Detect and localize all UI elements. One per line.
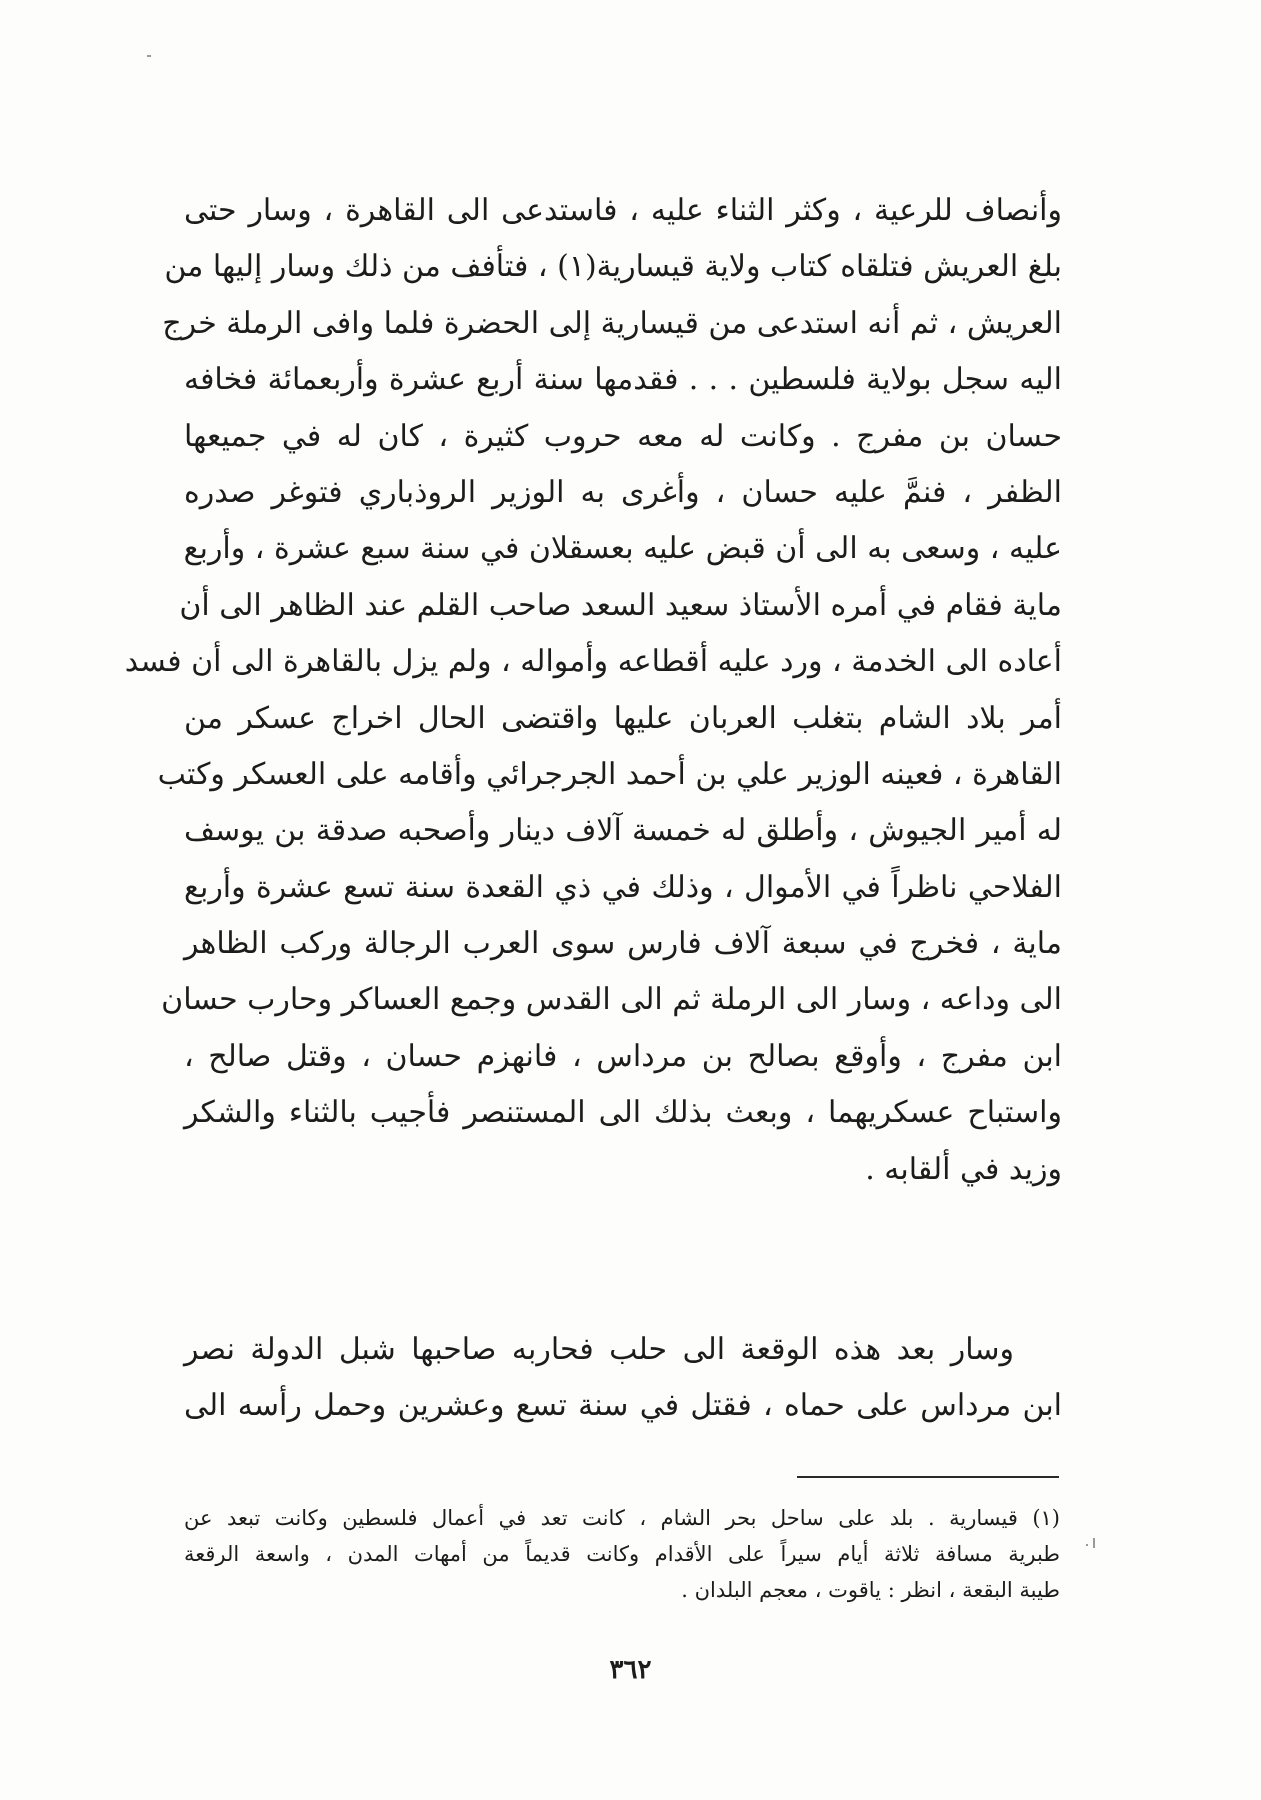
text-line: حسان بن مفرج . وكانت له معه حروب كثيرة ، كان له في جميعها (184, 418, 1062, 454)
text-line: ابن مفرج ، وأوقع بصالح بن مرداس ، فانهزم حسان ، وقتل صالح ، (184, 1038, 1062, 1074)
text-line: ماية ، فخرج في سبعة آلاف فارس سوى العرب الرجالة وركب الظاهر (184, 926, 1062, 962)
text-line: القاهرة ، فعينه الوزير علي بن أحمد الجرجرائي وأقامه على العسكر وكتب (157, 756, 1062, 792)
text-line: وأنصاف للرعية ، وكثر الثناء عليه ، فاستدعى الى القاهرة ، وسار حتى (184, 193, 1062, 228)
scan-speck (147, 55, 151, 57)
text-line: ابن مرداس على حماه ، فقتل في سنة تسع وعشرين وحمل رأسه الى (184, 1388, 1062, 1424)
paragraph-2 (184, 1322, 1062, 1435)
footnote (184, 1500, 1060, 1608)
scan-speck (1093, 1538, 1095, 1548)
text-line: أعاده الى الخدمة ، ورد عليه أقطاعه وأمواله ، ولم يزل بالقاهرة الى أن فسد (124, 644, 1062, 680)
text-line: العريش ، ثم أنه استدعى من قيسارية إلى الحضرة فلما وافى الرملة خرج (162, 305, 1062, 341)
text-line: واستباح عسكريهما ، وبعث بذلك الى المستنصر فأجيب بالثناء والشكر (184, 1095, 1062, 1131)
text-line: وسار بعد هذه الوقعة الى حلب فحاربه صاحبها شبل الدولة نصر (184, 1332, 1014, 1367)
footnote-line: طيبة البقعة ، انظر : ياقوت ، معجم البلدان . (681, 1578, 1060, 1602)
text-line: له أمير الجيوش ، وأطلق له خمسة آلاف دينار وأصحبه صدقة بن يوسف (184, 813, 1062, 849)
text-line: بلغ العريش فتلقاه كتاب ولاية قيسارية(١) ، فتأفف من ذلك وسار إليها من (164, 249, 1062, 285)
text-line: الظفر ، فنمَّ عليه حسان ، وأغرى به الوزير الروذباري فتوغر صدره (184, 474, 1062, 510)
footnote-line: طبرية مسافة ثلاثة أيام سيراً على الأقدام وكانت قديماً من أمهات المدن ، واسعة الرقعة (184, 1542, 1060, 1566)
scan-speck (1086, 1544, 1088, 1546)
text-line: أمر بلاد الشام بتغلب العربان عليها واقتضى الحال اخراج عسكر من (184, 700, 1062, 736)
text-line: عليه ، وسعى به الى أن قبض عليه بعسقلان في سنة سبع عشرة ، وأربع (183, 531, 1062, 567)
text-line: اليه سجل بولاية فلسطين . . . فقدمها سنة أربع عشرة وأربعمائة فخافه (184, 362, 1062, 398)
footnote-line: (١) قيسارية . بلد على ساحل بحر الشام ، كانت تعد في أعمال فلسطين وكانت تبعد عن (184, 1506, 1060, 1530)
text-line: الفلاحي ناظراً في الأموال ، وذلك في ذي القعدة سنة تسع عشرة وأربع (184, 869, 1062, 905)
footnote-separator (797, 1476, 1059, 1478)
text-line: ماية فقام في أمره الأستاذ سعيد السعد صاحب القلم عند الظاهر الى أن (179, 587, 1062, 623)
text-line: الى وداعه ، وسار الى الرملة ثم الى القدس وجمع العساكر وحارب حسان (161, 982, 1062, 1018)
page-number: ٣٦٢ (609, 1655, 652, 1685)
text-line: وزيد في ألقابه . (865, 1151, 1062, 1187)
paragraph-1 (124, 183, 1062, 1198)
